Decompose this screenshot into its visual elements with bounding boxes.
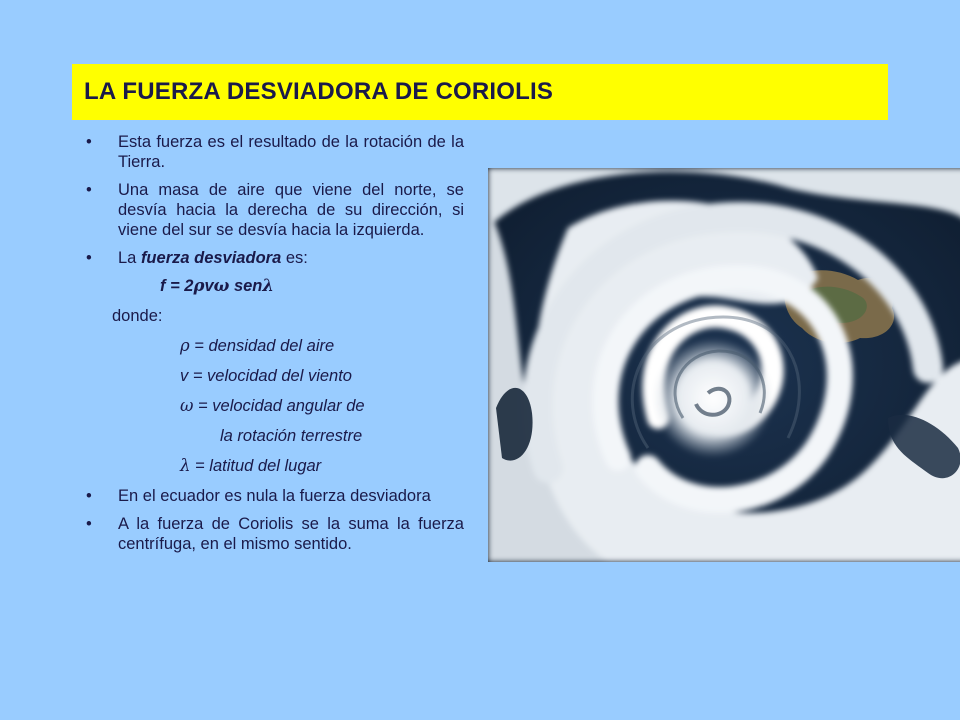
omega-symbol: ω <box>180 396 194 415</box>
bullet-text-prefix: La <box>118 249 141 267</box>
cyclone-satellite-image <box>488 168 960 562</box>
formula-lhs: f = 2 <box>160 277 194 295</box>
definition-text: = latitud del lugar <box>190 457 322 475</box>
bullet-text: En el ecuador es nula la fuerza desviadora <box>118 487 431 505</box>
bullet-item <box>84 486 464 506</box>
donde-label: donde: <box>112 307 163 325</box>
formula-lambda: λ <box>262 276 274 295</box>
definition-text: = velocidad angular de <box>193 397 365 415</box>
bullet-glyph: • <box>86 133 92 151</box>
definition-text: = densidad del aire <box>189 337 335 355</box>
bullet-text: Una masa de aire que viene del norte, se desvía hacia la derecha de su dirección, si viene del sur se desvía hacia la izquierda. <box>118 181 464 239</box>
definition-text: la rotación terrestre <box>220 427 363 445</box>
bullet-item <box>84 514 464 554</box>
bullet-text-emphasis: fuerza desviadora <box>140 249 282 267</box>
bullet-glyph: • <box>86 515 92 533</box>
definition-rho <box>180 336 464 356</box>
formula-v: v <box>204 277 214 295</box>
cyclone-illustration <box>488 168 960 562</box>
formula-rho: ρ <box>193 276 205 295</box>
bullet-text-suffix: es: <box>281 249 308 267</box>
formula-omega: ω <box>213 276 230 295</box>
bullet-glyph: • <box>86 487 92 505</box>
formula-sen: sen <box>229 277 263 295</box>
bullet-text: Esta fuerza es el resultado de la rotación de la Tierra. <box>118 133 464 171</box>
content-column <box>84 132 464 562</box>
definition-omega <box>180 396 464 416</box>
definition-v <box>180 366 464 386</box>
title-bar <box>72 64 888 120</box>
definition-text: v = velocidad del viento <box>180 367 352 385</box>
bullet-item <box>84 132 464 172</box>
definition-omega-cont <box>220 426 464 446</box>
rho-symbol: ρ <box>180 336 190 355</box>
bullet-glyph: • <box>86 181 92 199</box>
page-title: LA FUERZA DESVIADORA DE CORIOLIS <box>84 78 554 105</box>
bullet-glyph: • <box>86 249 92 267</box>
definition-lambda <box>180 456 464 476</box>
lambda-symbol: λ <box>180 456 191 475</box>
coriolis-formula <box>160 276 464 296</box>
bullet-item <box>84 248 464 268</box>
bullet-item <box>84 180 464 240</box>
bullet-text: A la fuerza de Coriolis se la suma la fuerza centrífuga, en el mismo sentido. <box>118 515 464 553</box>
